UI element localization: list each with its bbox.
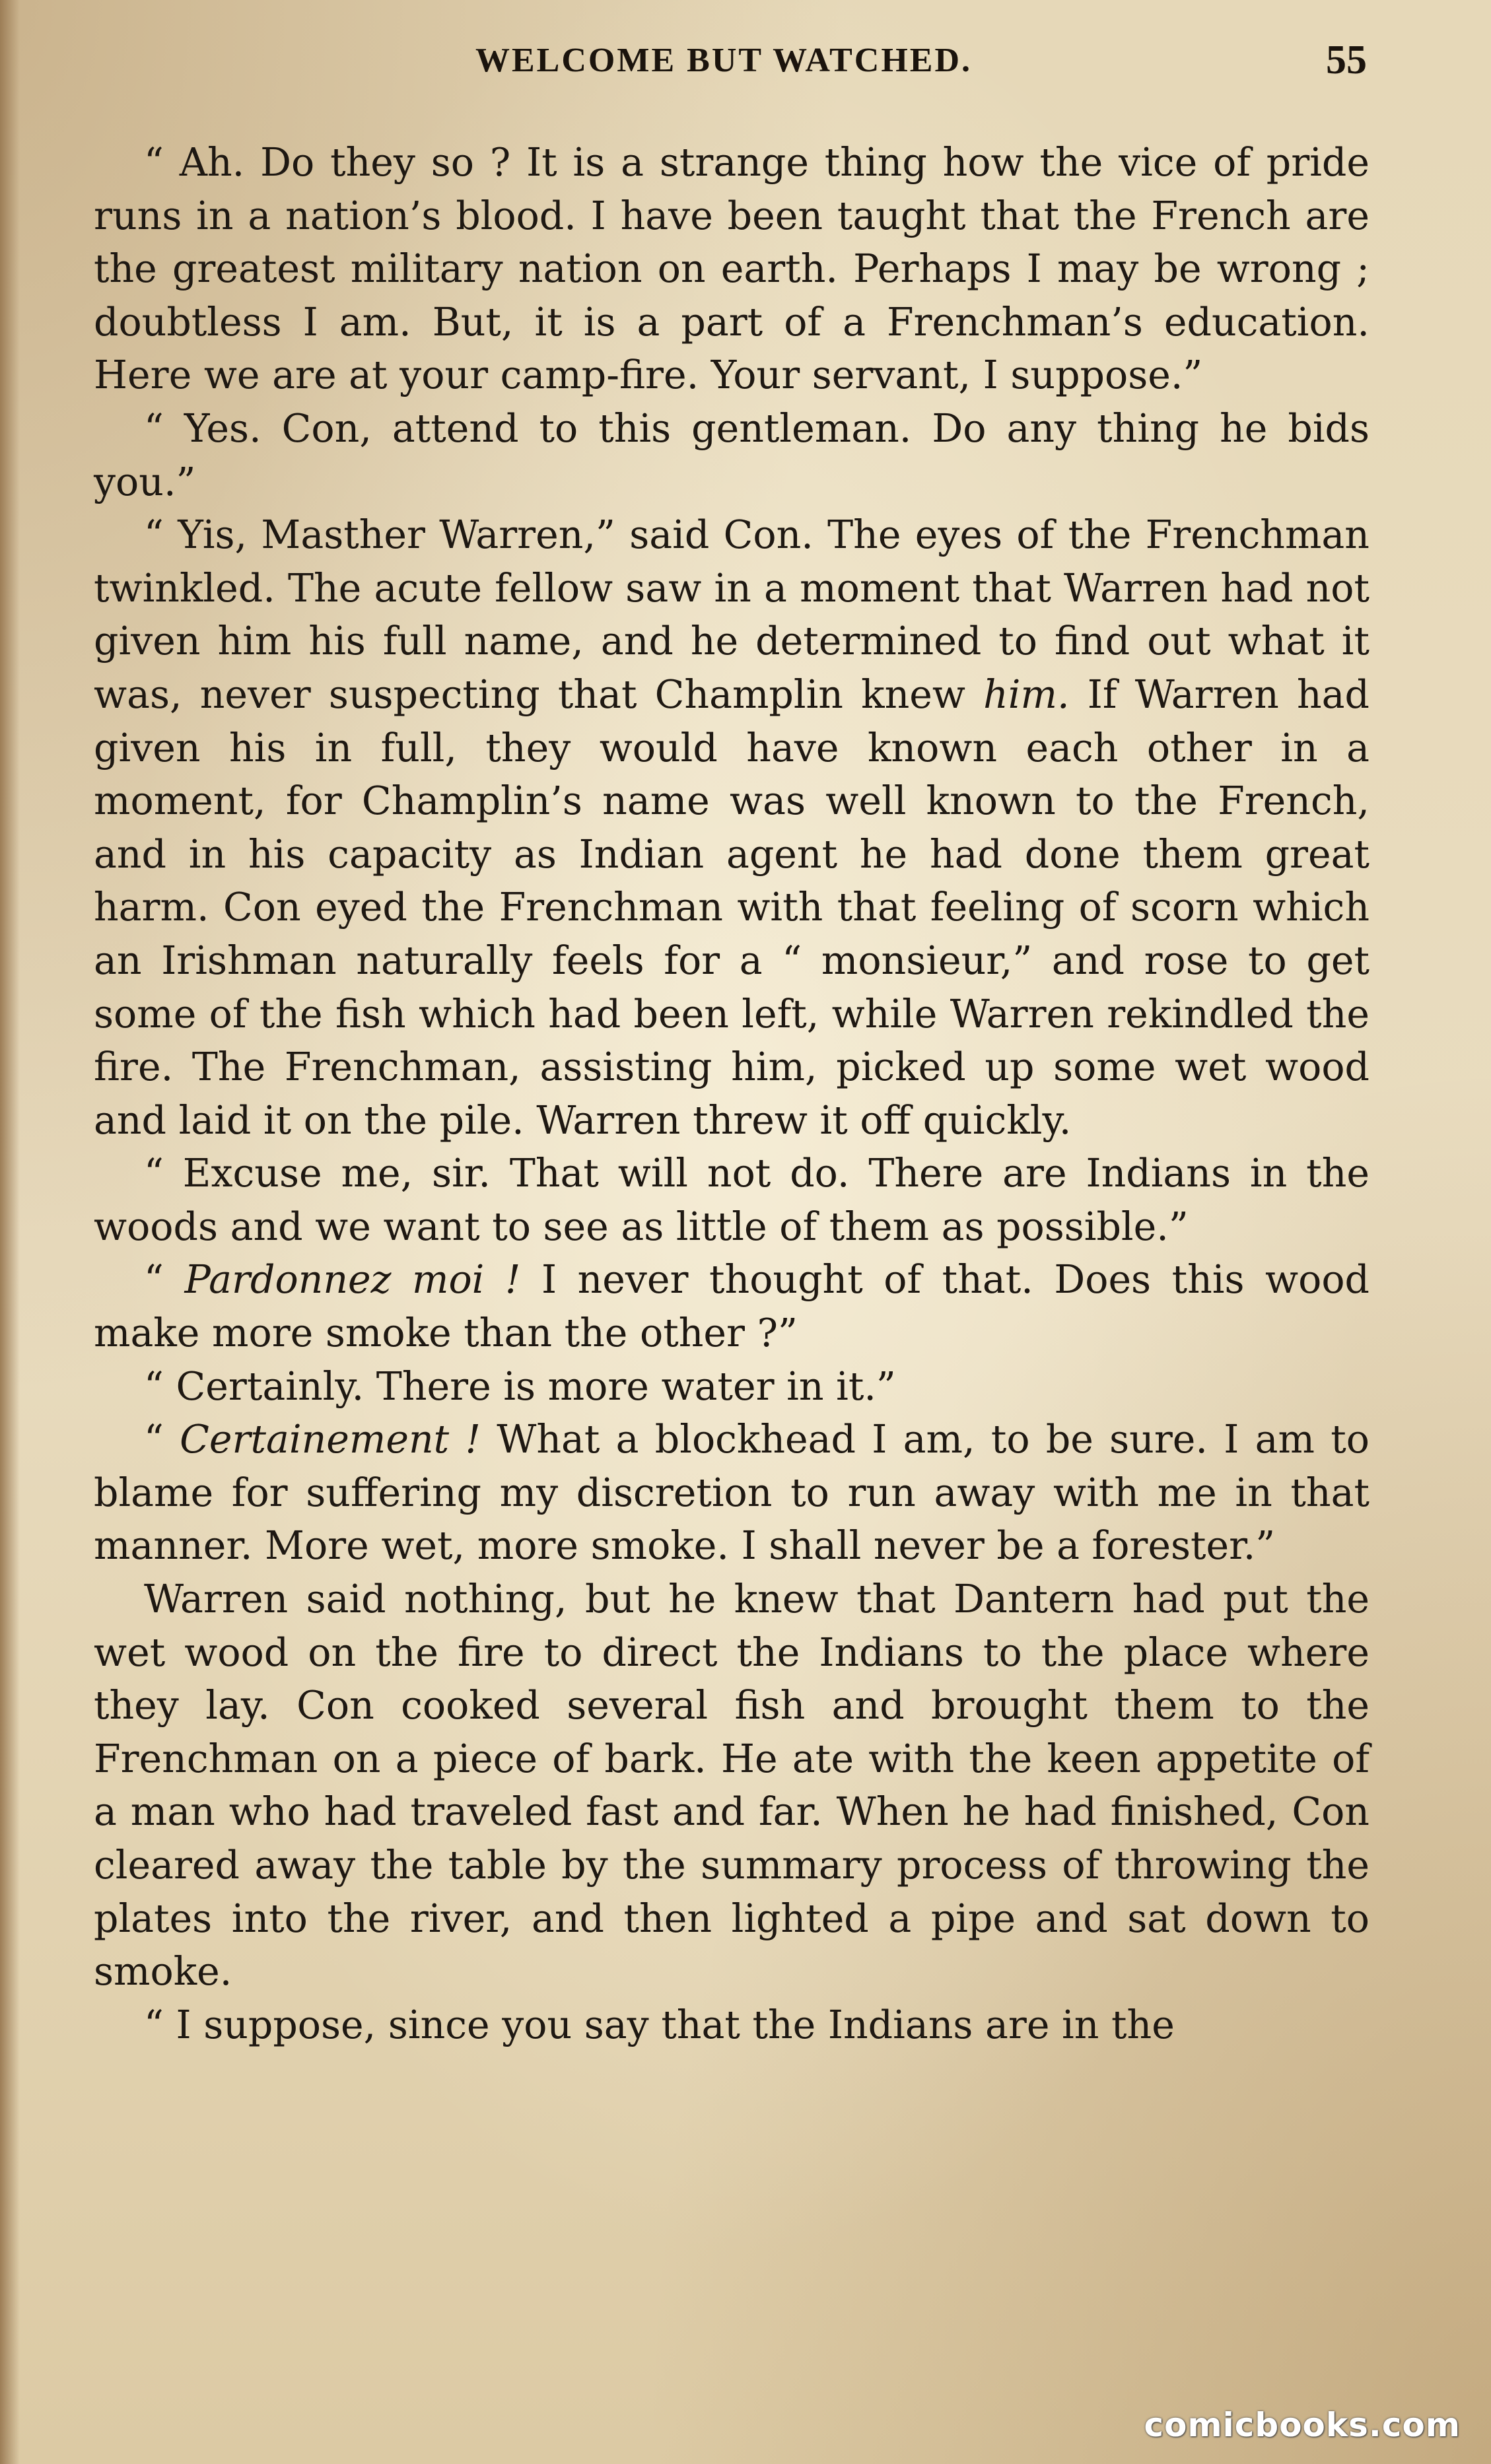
italic-run: Certainement ! [180,1417,481,1462]
text-run: “ [144,1257,185,1303]
watermark: comicbooks.com [1144,2406,1461,2444]
page-number: 55 [1326,38,1367,83]
text-run: If Warren had given his in full, they would have known each other in a moment, for Champlin’s name was well known to the French, and in his capacity as Indian agent he had done them great harm. Con eyed the Frenchman with that feeling of scorn which an Irishman naturally feels for a “ monsieur,” and rose to get some of the fish which had been left, while Warren rekindled the fire. The Frenchman, assisting him, picked up some wet wood and laid it on the pile. Warren threw it off quickly. [94,671,1370,1143]
page-edge [0,0,20,2464]
running-head [92,37,1373,96]
paragraph [94,1573,1370,1999]
text-run: “ Yes. Con, attend to this gentleman. Do any thing he bids you.” [94,405,1370,504]
text-run: “ I suppose, since you say that the Indians are in the [144,2002,1175,2047]
paragraph [94,1253,1370,1359]
text-run: “ Certainly. There is more water in it.” [144,1363,896,1409]
text-run: “ Excuse me, sir. That will not do. There are Indians in the woods and we want to see as little of them as possible.” [94,1151,1370,1249]
italic-run: him. [983,671,1070,717]
body-text [94,136,1370,2051]
text-run: I never thought of that. Does this wood make more smoke than the other ?” [94,1257,1370,1356]
text-run: “ Ah. Do they so ? It is a strange thing how the vice of pride runs in a nation’s blood. I have been taught that the French are the greatest military nation on earth. Perhaps I may be wrong ; doubtless I am. But, it is a part of a Frenchman’s education. Here we are at your camp-fire. Your servant, I suppose.” [94,140,1370,398]
paragraph [94,1147,1370,1253]
paragraph [94,508,1370,1147]
text-run: “ Yis, Masther Warren,” said Con. The eyes of the Frenchman twinkled. The acute fellow saw in a moment that Warren had not given him his full name, and he determined to find out what it was, never suspecting that Champlin knew [94,512,1370,717]
paragraph [94,1999,1370,2052]
italic-run: Pardonnez moi ! [184,1257,521,1303]
paragraph [94,1413,1370,1573]
paragraph [94,402,1370,508]
text-run: What a blockhead I am, to be sure. I am to blame for suffering my discretion to run away with me in that manner. More wet, more smoke. I shall never be a forester.” [94,1417,1370,1569]
text-run: Warren said nothing, but he knew that Dantern had put the wet wood on the fire to direct the Indians to the place where they lay. Con cooked several fish and brought them to the Frenchman on a piece of bark. He ate with the keen appetite of a man who had traveled fast and far. When he had finished, Con cleared away the table by the summary process of throwing the plates into the river, and then lighted a pipe and sat down to smoke. [94,1577,1370,1995]
paragraph [94,136,1370,402]
text-run: “ [144,1417,180,1462]
running-title: WELCOME BUT WATCHED. [475,42,973,79]
paragraph [94,1360,1370,1414]
